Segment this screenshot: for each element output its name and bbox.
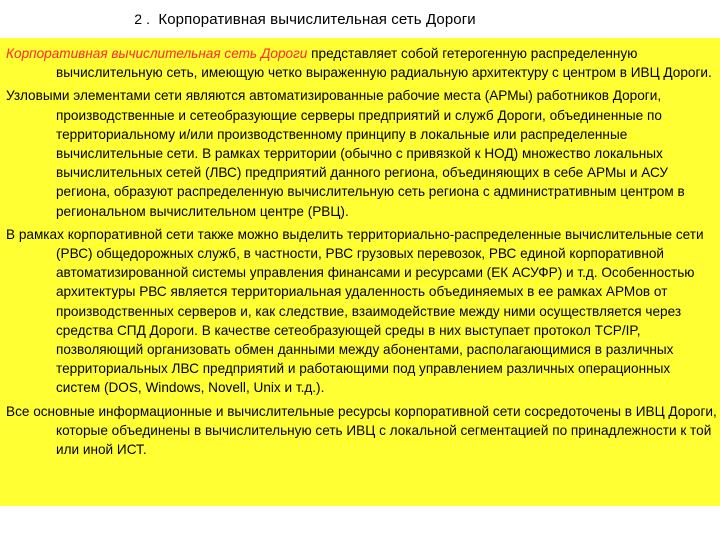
- bottom-white-band: [0, 506, 720, 540]
- paragraph-4: [6, 402, 718, 460]
- paragraph-3: [6, 225, 718, 398]
- paragraph-1: [6, 44, 718, 82]
- body-text: [6, 44, 718, 463]
- highlight-term: Корпоративная вычислительная сеть Дороги: [6, 46, 308, 61]
- paragraph-2: [6, 86, 718, 220]
- paragraph-text: Все основные информационные и вычислительные ресурсы корпоративной сети сосредоточены в ИВЦ Дороги, которые объединены в вычислительную сеть ИВЦ с локальной сегментацией по принадлежности к той или иной ИСТ.: [6, 403, 717, 458]
- slide-title-text: Корпоративная вычислительная сеть Дороги: [158, 10, 476, 28]
- title-bar: [0, 0, 720, 38]
- paragraph-text: В рамках корпоративной сети также можно выделить территориально-распределенные вычислительные сети (РВС) общедорожных служб, в частности, РВС грузовых перевозок, РВС единой корпоративной автоматизированной системы управления финансами и ресурсами (ЕК АСУФР) и т.д. Особенностью архитектуры РВС является территориальная удаленность объединяемых в ее рамках АРМов от производственных серверов и, как следствие, взаимодействие между ними осуществляется через средства СПД Дороги. В качестве сетеобразующей среды в них выступает протокол TCP/IP, позволяющий организовать обмен данными между абонентами, располагающимися в различных территориальных ЛВС предприятий и работающими под управлением различных операционных систем (DOS, Windows, Novell, Unix и т.д.).: [6, 226, 704, 396]
- slide-title: [134, 11, 476, 28]
- paragraph-text: Узловыми элементами сети являются автоматизированные рабочие места (АРМы) работников Дороги, производственные и сетеобразующие серверы предприятий и служб Дороги, объединенные по территориальному и/или производственному принципу в локальные или распределенные вычислительные сети. В рамках территории (обычно с привязкой к НОД) множество локальных вычислительных сетей (ЛВС) предприятий данного региона, объединяющих в себе АРМы и АСУ региона, образуют распределенную вычислительную сеть региона с административным центром в региональном вычислительном центре (РВЦ).: [6, 88, 685, 219]
- slide-number: 2 .: [134, 10, 151, 27]
- paragraph-text: представляет собой гетерогенную распределенную вычислительную сеть, имеющую четко выраженную радиальную архитектуру с центром в ИВЦ Дороги.: [56, 46, 712, 81]
